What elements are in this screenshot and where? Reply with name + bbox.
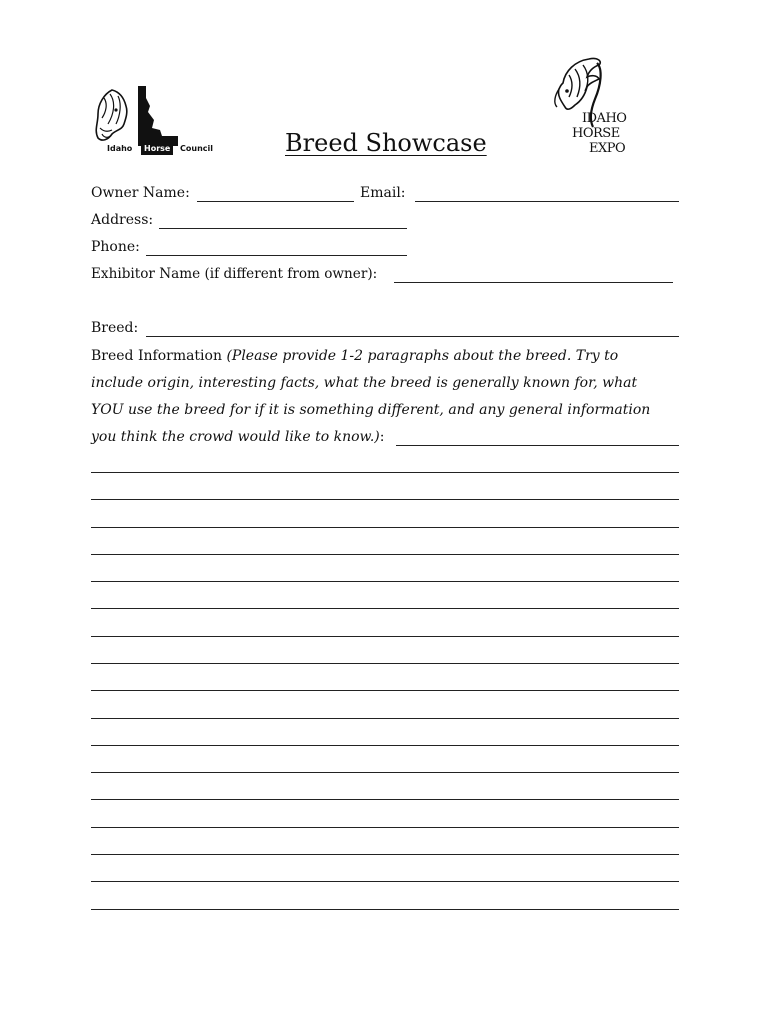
- breed-info-writing-line[interactable]: [91, 636, 679, 637]
- idaho-horse-council-logo: [90, 84, 230, 158]
- breed-info-instructions-4: you think the crowd would like to know.): [91, 429, 380, 445]
- logo-word-horse: Horse: [141, 143, 173, 155]
- breed-info-first-line-field[interactable]: [396, 445, 679, 446]
- owner-name-label: Owner Name:: [91, 185, 190, 201]
- breed-info-writing-line[interactable]: [91, 881, 679, 882]
- logo-word-council: Council: [180, 144, 213, 153]
- email-label: Email:: [360, 185, 406, 201]
- breed-info-instructions-3: YOU use the breed for if it is something different, and any general information: [91, 402, 651, 418]
- expo-line-1: IDAHO: [582, 111, 627, 126]
- expo-line-3: EXPO: [589, 141, 626, 156]
- breed-info-writing-line[interactable]: [91, 854, 679, 855]
- breed-info-writing-line[interactable]: [91, 608, 679, 609]
- logo-wordmark: [90, 143, 230, 155]
- breed-info-line-3: [91, 401, 650, 419]
- page-title: Breed Showcase: [285, 129, 487, 157]
- breed-info-writing-line[interactable]: [91, 772, 679, 773]
- breed-info-writing-line[interactable]: [91, 499, 679, 500]
- breed-info-writing-line[interactable]: [91, 527, 679, 528]
- breed-info-writing-line[interactable]: [91, 745, 679, 746]
- breed-info-writing-line[interactable]: [91, 718, 679, 719]
- breed-info-instructions-2: include origin, interesting facts, what the breed is generally known for, what: [91, 375, 638, 391]
- expo-line-2: HORSE: [572, 126, 620, 141]
- address-field[interactable]: [159, 228, 407, 229]
- owner-name-field[interactable]: [197, 201, 354, 202]
- phone-field[interactable]: [146, 255, 407, 256]
- exhibitor-name-label: Exhibitor Name (if different from owner):: [91, 266, 378, 282]
- breed-info-instructions-1: (Please provide 1-2 paragraphs about the breed. Try to: [226, 348, 619, 364]
- breed-info-line-2: [91, 374, 637, 392]
- exhibitor-name-field[interactable]: [394, 282, 673, 283]
- breed-label: Breed:: [91, 320, 139, 336]
- phone-label: Phone:: [91, 239, 140, 255]
- address-label: Address:: [91, 212, 154, 228]
- breed-info-label: Breed Information: [91, 348, 222, 364]
- breed-info-writing-line[interactable]: [91, 554, 679, 555]
- breed-info-writing-line[interactable]: [91, 827, 679, 828]
- breed-info-line-1: [91, 347, 618, 365]
- breed-info-writing-line[interactable]: [91, 690, 679, 691]
- breed-info-colon: :: [379, 429, 385, 445]
- breed-info-writing-line[interactable]: [91, 909, 679, 910]
- logo-word-idaho: Idaho: [107, 144, 133, 153]
- breed-info-writing-line[interactable]: [91, 472, 679, 473]
- breed-info-writing-line[interactable]: [91, 581, 679, 582]
- breed-field[interactable]: [146, 336, 679, 337]
- email-field[interactable]: [415, 201, 679, 202]
- idaho-horse-expo-logo: [545, 55, 630, 160]
- breed-info-writing-line[interactable]: [91, 663, 679, 664]
- breed-info-line-4: [91, 428, 385, 446]
- breed-info-writing-line[interactable]: [91, 799, 679, 800]
